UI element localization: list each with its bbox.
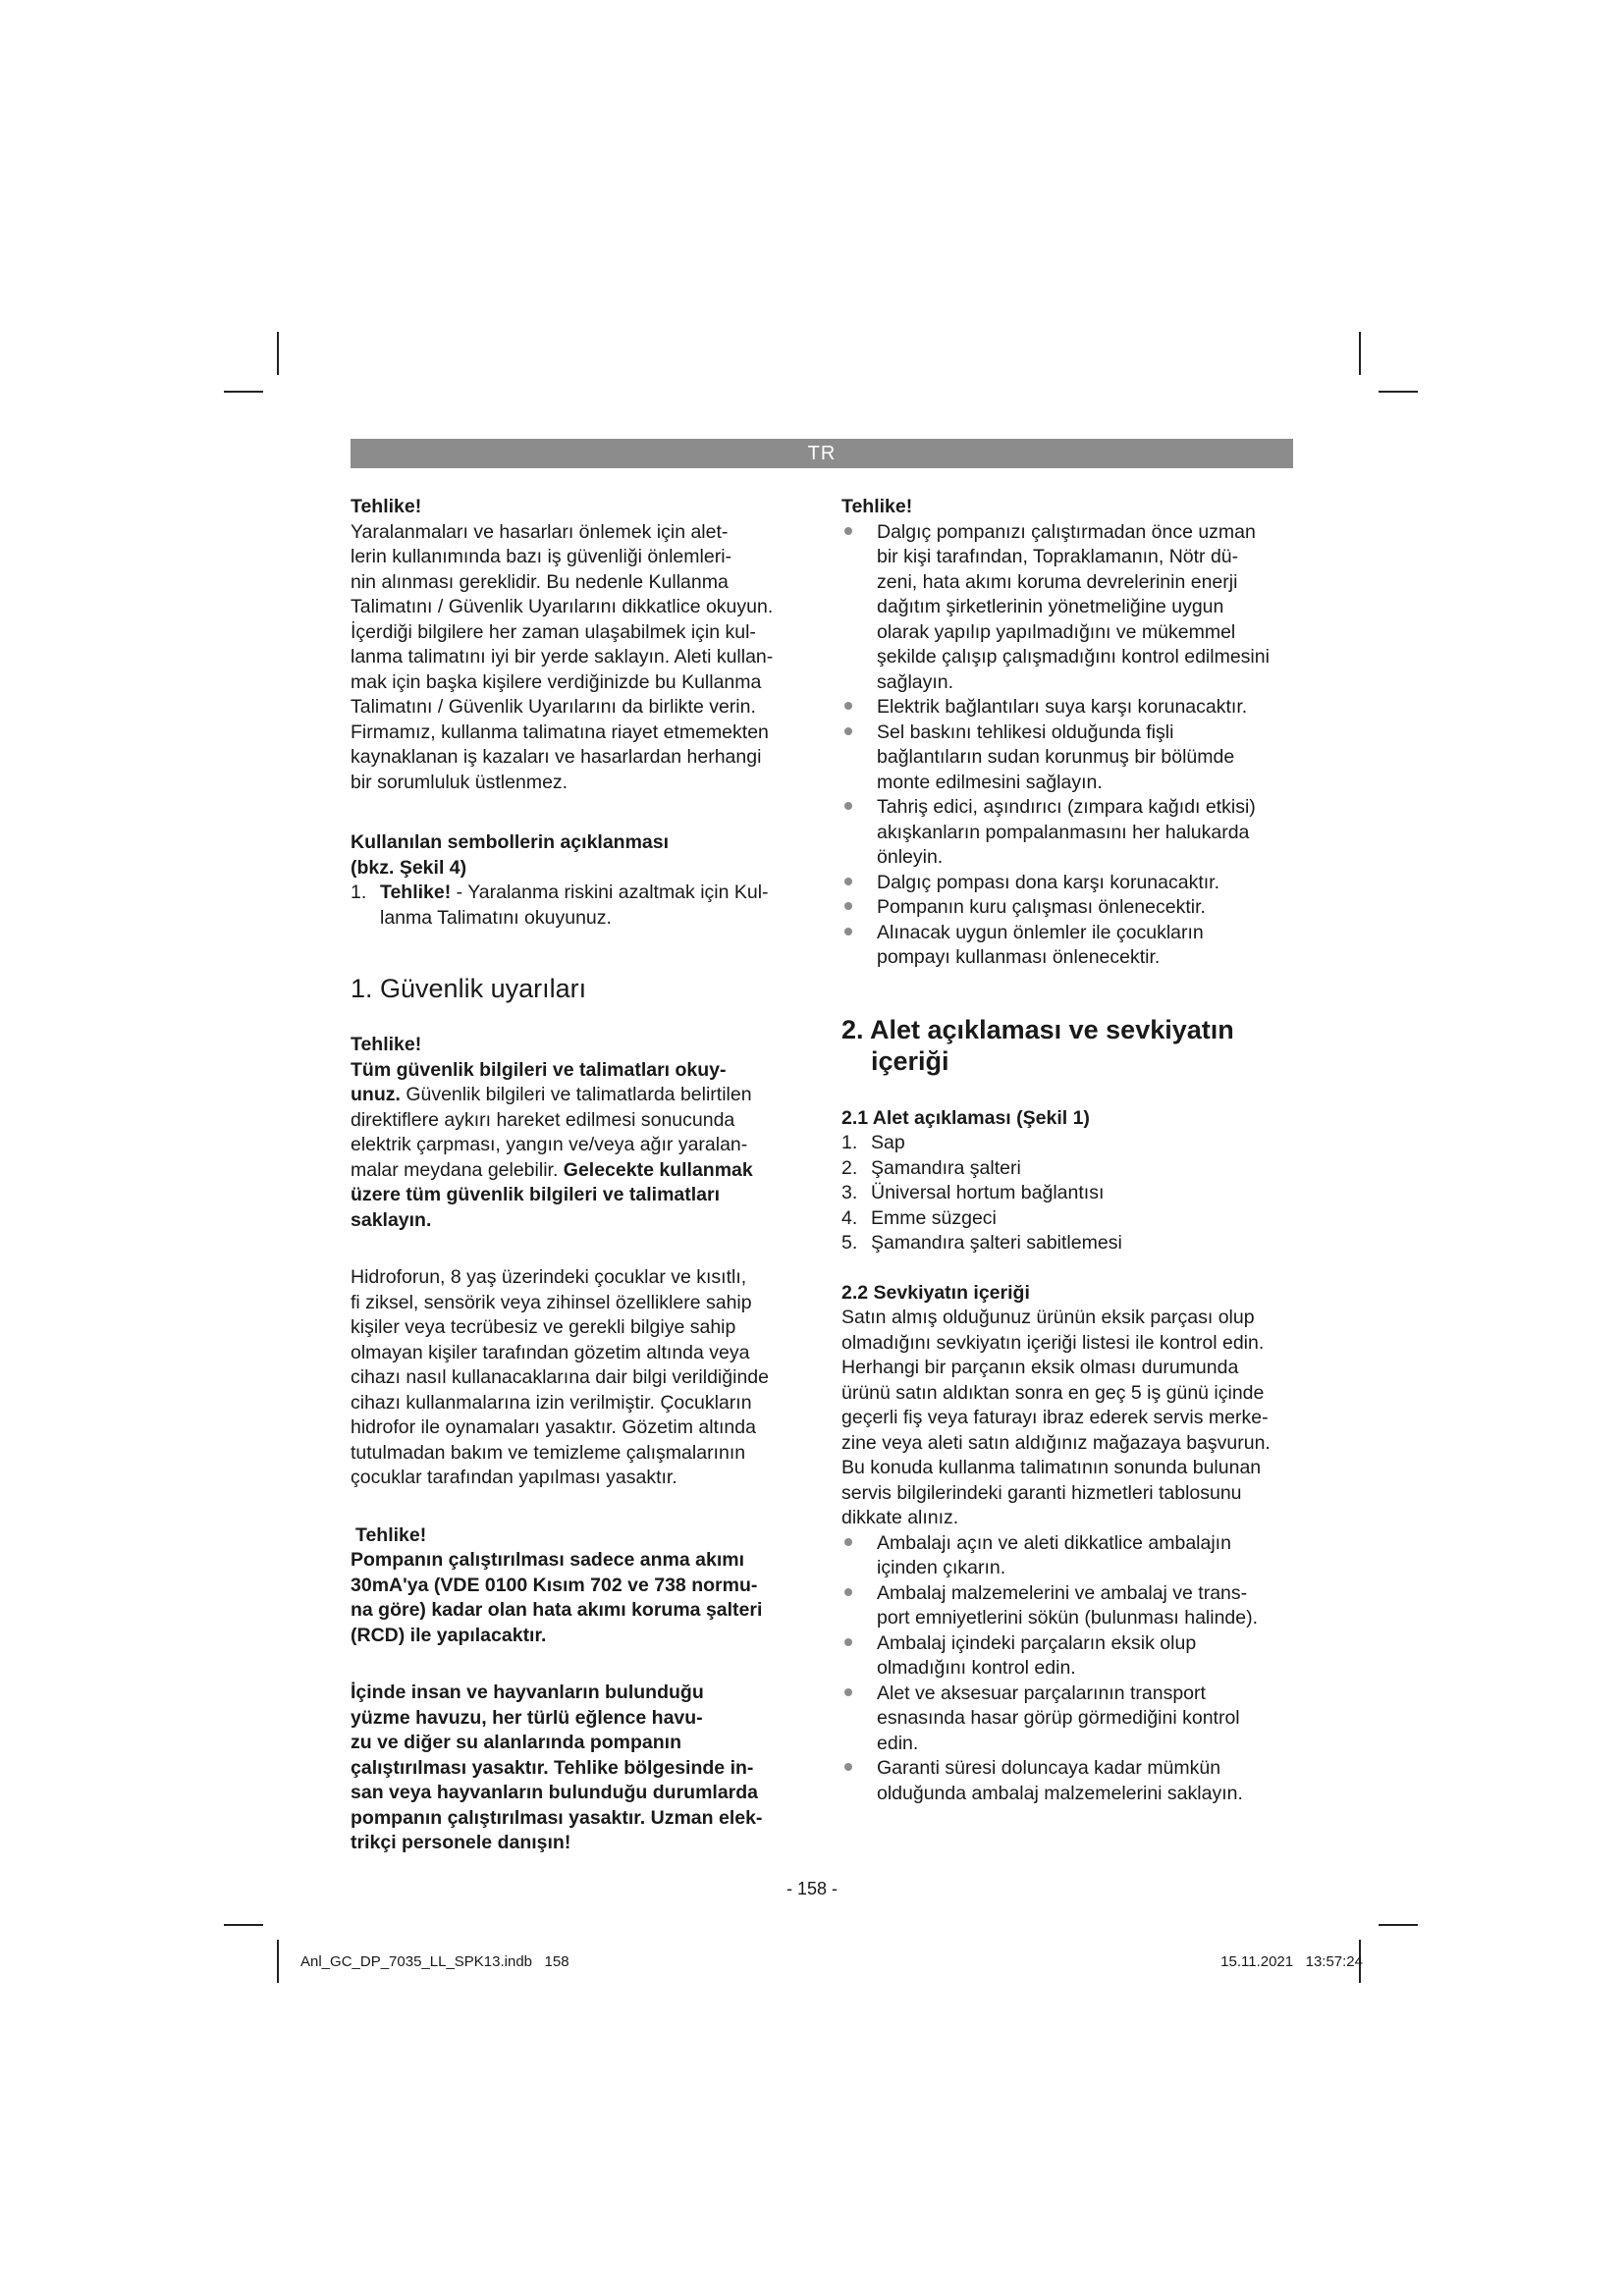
text-line: sağlayın. [877,670,954,693]
part-name: Şamandıra şalteri [871,1156,1021,1179]
list-item [841,1756,1293,1806]
bullet-icon [844,1688,852,1696]
safety-bullet-list [841,520,1293,971]
text-line: Talimatını / Güvenlik Uyarılarını dikkatlice okuyun. [351,596,774,617]
section-1-heading: 1. Güvenlik uyarıları [351,974,587,1003]
text-line: İçerdiği bilgilere her zaman ulaşabilmek için kul- [351,620,756,643]
text-line: Talimatını / Güvenlik Uyarılarını da birlikte verin. [351,696,756,718]
text-line: nin alınması gereklidir. Bu nedenle Kullanma [351,570,729,593]
list-item [841,795,1293,871]
language-header-bar: TR [351,439,1293,468]
text-line: mak için başka kişilere verdiğinizde bu Kullanma [351,670,762,693]
text-line: çalıştırılması yasaktır. Tehlike bölgesinde in- [351,1756,754,1779]
part-name: Şamandıra şalteri sabitlemesi [871,1232,1122,1254]
bullet-icon [844,1763,852,1771]
list-item [841,1581,1293,1631]
text-line: kişiler veya tecrübesiz ve gerekli bilgiye sahip [351,1316,736,1338]
hydrofor-paragraph [351,1265,800,1491]
text-line: Hidroforun, 8 yaş üzerindeki çocuklar ve kısıtlı, [351,1266,747,1288]
crop-mark-bottom-right-horizontal [1379,1924,1418,1926]
part-name: Emme süzgeci [871,1206,997,1229]
crop-mark-top-left-horizontal [224,391,263,393]
text-line: Pompanın çalıştırılması sadece anma akımı [351,1549,745,1571]
symbols-title: Kullanılan sembollerin açıklanması [351,831,670,853]
text-line: Satın almış olduğunuz ürünün eksik parçası olup [841,1307,1255,1328]
list-item [841,1156,1293,1182]
text-line: na göre) kadar olan hata akımı koruma şalteri [351,1599,763,1621]
text-line: ürünü satın aldıktan sonra en geç 5 iş günü içinde [841,1381,1265,1404]
list-item [841,895,1293,921]
text-line: elektrik çarpması, yangın ve/veya ağır yaralan- [351,1134,748,1155]
text-line: Ambalaj içindeki parçaların eksik olup [877,1631,1197,1654]
crop-mark-bottom-left-vertical [277,1940,279,1983]
list-item [841,1531,1293,1581]
text-line: cihazı kullanmalarına izin verilmiştir. Çocukların [351,1391,752,1414]
footer-date-time: 15.11.2021 13:57:24 [1220,1953,1363,1970]
text-line: fi ziksel, sensörik veya zihinsel özelliklere sahip [351,1291,752,1313]
list-number: 4. [841,1206,858,1229]
text-line: 30mA'ya (VDE 0100 Kısım 702 ve 738 normu- [351,1574,758,1596]
bullet-icon [844,902,852,910]
symbols-ref: (bkz. Şekil 4) [351,856,467,879]
text-line: dağıtım şirketlerinin yönetmeliğine uygun [877,596,1224,617]
rcd-warning-paragraph [351,1548,800,1648]
text-line: Ambalajı açın ve aleti dikkatlice ambalajın [877,1531,1231,1554]
text-line: şekilde çalışıp çalışmadığını kontrol edilmesini [877,646,1270,667]
danger-title: Tehlike! [841,496,913,517]
section-2-heading-line2: içeriği [871,1045,949,1076]
list-number: 3. [841,1182,858,1203]
text-line: tutulmadan bakım ve temizleme çalışmalarının [351,1441,746,1464]
text-line: hidrofor ile oynamaları yasaktır. Gözetim altında [351,1416,756,1438]
section-2-1-title: 2.1 Alet açıklaması (Şekil 1) [841,1106,1090,1129]
text-line: edin. [877,1732,919,1754]
right-column [841,495,1293,1806]
text-line: lanma talimatını iyi bir yerde saklayın. Aleti kullan- [351,646,774,667]
list-item [841,695,1293,721]
footer-file-name: Anl_GC_DP_7035_LL_SPK13.indb 158 [300,1953,569,1970]
section-2-heading-line1: 2. Alet açıklaması ve sevkiyatın [841,1014,1234,1044]
section-2-heading [841,1014,1293,1077]
text-line: Bu konuda kullanma talimatının sonunda bulunan [841,1457,1262,1478]
text-line: Dalgıç pompası dona karşı korunacaktır. [877,871,1220,893]
list-item [841,921,1293,971]
symbols-list [351,881,800,931]
list-item [841,1181,1293,1206]
text-line: bir kişi tarafından, Topraklamanın, Nötr dü- [877,546,1239,567]
plain-fragment: malar meydana gelebilir. [351,1158,564,1181]
danger-title: Tehlike! [355,1523,427,1546]
text-line: zu ve diğer su alanlarında pompanın [351,1732,681,1753]
text-line: esnasında hasar görüp görmediğini kontrol [877,1707,1240,1729]
text-line: dikkate alınız. [841,1507,959,1528]
text-line: Ambalaj malzemelerini ve ambalaj ve trans- [877,1581,1248,1604]
list-item [841,1231,1293,1256]
text-line: Dalgıç pompanızı çalıştırmadan önce uzman [877,520,1256,543]
section-2-2-title: 2.2 Sevkiyatın içeriği [841,1281,1030,1304]
list-number: 2. [841,1156,858,1179]
list-item [841,1131,1293,1156]
danger-intro-paragraph [351,520,800,796]
text-line [351,1158,800,1184]
bold-fragment: unuz. [351,1084,401,1105]
text-line: olmadığını kontrol edin. [877,1657,1076,1679]
text-line: üzere tüm güvenlik bilgileri ve talimatları [351,1184,721,1205]
text-line [351,1083,800,1108]
list-item [841,520,1293,696]
bullet-icon [844,1538,852,1546]
text-line: kaynaklanan iş kazaları ve hasarlardan herhangi [351,746,762,768]
crop-mark-bottom-left-horizontal [224,1924,263,1926]
part-name: Sap [871,1132,905,1153]
text-line: İçinde insan ve hayvanların bulunduğu [351,1682,704,1703]
crop-mark-top-right-vertical [1359,332,1361,375]
bullet-icon [844,928,852,935]
bullet-icon [844,1588,852,1596]
page-number: - 158 - [785,1879,839,1898]
part-name: Üniversal hortum bağlantısı [871,1182,1105,1203]
symbols-item-text-cont: lanma Talimatını okuyunuz. [380,906,612,929]
text-line: trikçi personele danışın! [351,1832,571,1853]
list-number: 5. [841,1232,858,1254]
text-line: Herhangi bir parçanın eksik olması durumunda [841,1357,1239,1378]
symbols-item-text: - Yaralanma riskini azaltmak için Kul- [451,881,769,903]
crop-mark-top-left-vertical [277,332,279,375]
list-item [351,881,800,931]
text-line: pompayı kullanması önlenecektir. [877,946,1161,968]
text-line: (RCD) ile yapılacaktır. [351,1624,547,1646]
text-line: içinden çıkarın. [877,1557,1006,1578]
text-line: bir sorumluluk üstlenmez. [351,771,568,793]
danger-title: Tehlike! [351,496,422,517]
text-line: akışkanların pompalanmasını her halukarda [877,821,1250,843]
text-line: çocuklar tarafından yapılması yasaktır. [351,1467,677,1488]
text-line: Yaralanmaları ve hasarları önlemek için alet- [351,520,729,543]
text-line: olduğunda ambalaj malzemelerini saklayın. [877,1782,1243,1804]
list-item [841,1206,1293,1232]
crop-mark-top-right-horizontal [1379,391,1418,393]
text-line: Alet ve aksesuar parçalarının transport [877,1682,1206,1704]
text-line: olmadığını sevkiyatın içeriği listesi ile kontrol edin. [841,1331,1265,1354]
bold-fragment: Gelecekte kullanmak [563,1158,753,1181]
bullet-icon [844,702,852,710]
text-line: port emniyetlerini sökün (bulunması halinde). [877,1607,1259,1629]
text-line: pompanın çalıştırılması yasaktır. Uzman elek- [351,1806,763,1829]
text-line: Tahriş edici, aşındırıcı (zımpara kağıdı etkisi) [877,796,1256,818]
bullet-icon [844,727,852,735]
text-line: Firmamız, kullanma talimatına riayet etmemekten [351,721,769,743]
list-item [841,721,1293,796]
text-line: geçerli fiş veya faturayı ibraz ederek servis merke- [841,1407,1269,1428]
text-line: önleyin. [877,846,944,868]
text-line: bağlantıların sudan korunmuş bir bölümde [877,746,1235,768]
unpacking-bullet-list [841,1531,1293,1807]
text-line: saklayın. [351,1208,432,1231]
text-line: direktiflere aykırı hareket edilmesi sonucunda [351,1108,735,1131]
bullet-icon [844,527,852,535]
text-line: Elektrik bağlantıları suya karşı korunacaktır. [877,696,1248,718]
left-column [351,495,800,1856]
pool-warning-paragraph [351,1681,800,1856]
list-item [841,1682,1293,1757]
list-item [841,1631,1293,1682]
list-item [841,871,1293,896]
text-line: Tüm güvenlik bilgileri ve talimatları okuy- [351,1058,727,1081]
text-line: Alınacak uygun önlemler ile çocukların [877,921,1204,943]
text-line: monte edilmesini sağlayın. [877,771,1103,793]
bullet-icon [844,1638,852,1646]
text-line: olmayan kişiler tarafından gözetim altında veya [351,1341,750,1363]
symbols-item-bold: Tehlike! [380,881,452,903]
danger-title: Tehlike! [351,1034,422,1055]
list-number: 1. [351,881,367,903]
parts-list [841,1131,1293,1256]
text-line: Sel baskını tehlikesi olduğunda fişli [877,721,1174,743]
text-line: Garanti süresi doluncaya kadar mümkün [877,1757,1221,1779]
bullet-icon [844,878,852,885]
delivery-paragraph [841,1306,1293,1531]
plain-fragment: Güvenlik bilgileri ve talimatlarda belirtilen [400,1084,752,1105]
text-line: zeni, hata akımı koruma devrelerinin enerji [877,570,1238,593]
text-line: Pompanın kuru çalışması önlenecektir. [877,896,1206,918]
list-number: 1. [841,1132,858,1153]
text-line: olarak yapılıp yapılmadığını ve mükemmel [877,620,1236,643]
text-line: servis bilgilerindeki garanti hizmetleri tablosunu [841,1481,1242,1504]
text-line: yüzme havuzu, her türlü eğlence havu- [351,1706,703,1729]
text-line: cihazı nasıl kullanacaklarına dair bilgi verildiğinde [351,1366,769,1388]
text-line: zine veya aleti satın aldığınız mağazaya başvurun. [841,1431,1271,1454]
text-line: san veya hayvanların bulunduğu durumlarda [351,1782,759,1803]
text-line: lerin kullanımında bazı iş güvenliği önlemleri- [351,546,732,567]
bullet-icon [844,802,852,810]
